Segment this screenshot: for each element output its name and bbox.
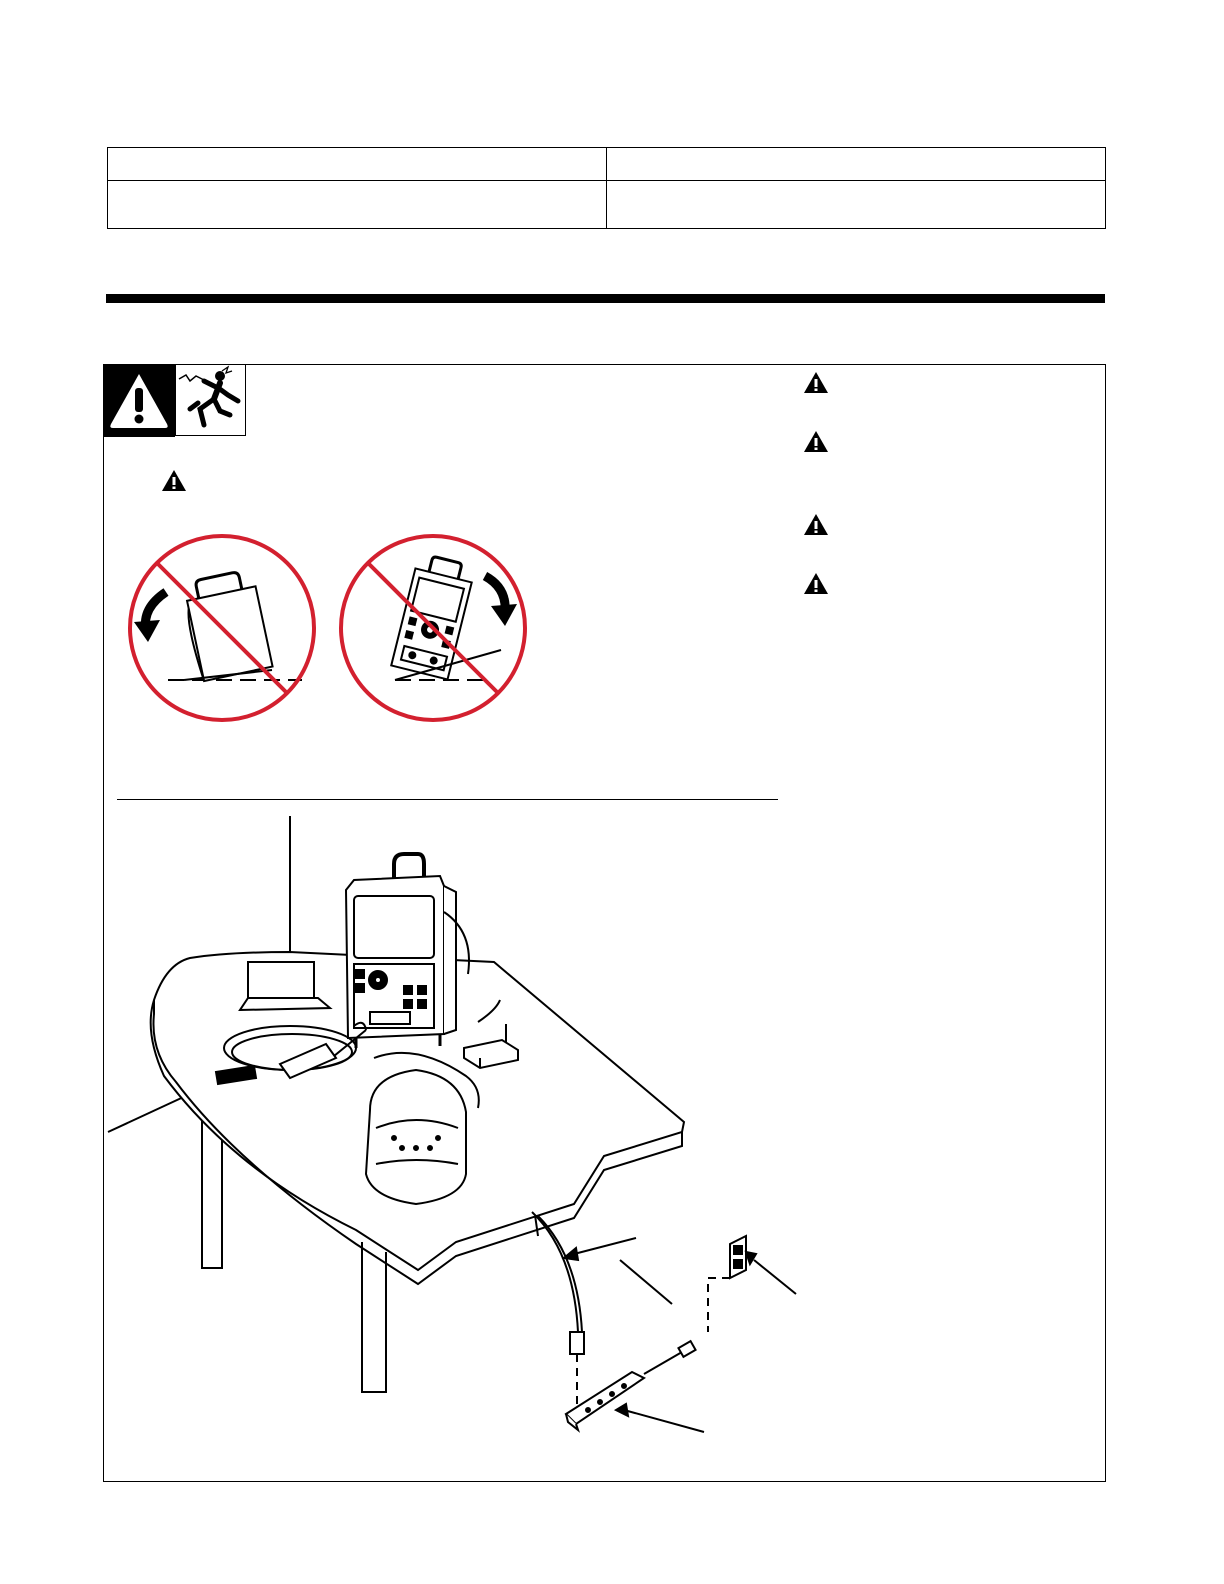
table-cell bbox=[108, 148, 607, 181]
no-tipping-right-illustration bbox=[335, 530, 531, 726]
header-table bbox=[107, 147, 1106, 229]
warning-triangle-icon bbox=[103, 364, 175, 437]
table-row bbox=[108, 148, 1106, 181]
electric-shock-icon bbox=[176, 365, 245, 435]
power-strip bbox=[566, 1341, 696, 1430]
warning-triangle-icon bbox=[803, 513, 829, 537]
shock-icon-box bbox=[175, 364, 246, 436]
warning-triangle-icon bbox=[803, 572, 829, 596]
wall-base-line bbox=[108, 1094, 190, 1132]
warning-triangle-icon bbox=[803, 371, 829, 395]
section-rule bbox=[106, 294, 1105, 303]
table-row bbox=[108, 181, 1106, 229]
hazard-block bbox=[103, 364, 175, 437]
table-cell bbox=[607, 148, 1106, 181]
warning-triangle-icon bbox=[161, 469, 187, 493]
table-cell bbox=[108, 181, 607, 229]
power-cord bbox=[532, 1212, 584, 1412]
figure-divider bbox=[117, 799, 778, 800]
welder-setup-on-table-illustration bbox=[104, 812, 804, 1452]
warning-triangle-icon bbox=[803, 430, 829, 454]
welder-unit bbox=[346, 854, 469, 1048]
wall-outlet bbox=[708, 1236, 746, 1332]
no-tipping-left-illustration bbox=[124, 530, 320, 726]
table-cell bbox=[607, 181, 1106, 229]
